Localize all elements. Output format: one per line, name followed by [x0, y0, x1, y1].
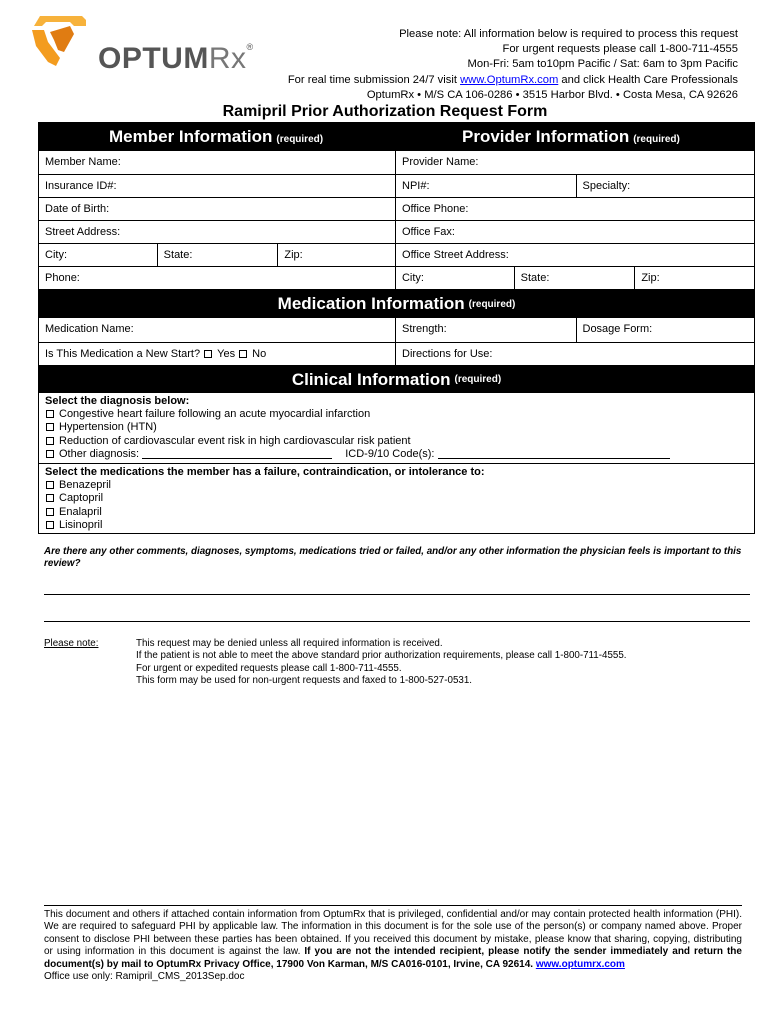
- other-diagnosis-input[interactable]: [142, 449, 332, 459]
- form-row: [39, 244, 754, 267]
- form-row: [39, 318, 754, 343]
- directions-for-use-field[interactable]: Directions for Use:: [402, 348, 493, 360]
- date-of-birth-field[interactable]: Date of Birth:: [39, 198, 396, 220]
- medication-checkbox[interactable]: [46, 494, 54, 502]
- office-fax-field[interactable]: Office Fax:: [402, 226, 455, 238]
- medication-checkbox[interactable]: [46, 508, 54, 516]
- medication-name-field[interactable]: Medication Name:: [39, 318, 396, 342]
- new-start-question: Is This Medication a New Start? Yes No: [39, 343, 396, 365]
- form-row: [39, 221, 754, 244]
- member-zip-field[interactable]: Zip:: [278, 244, 396, 266]
- member-information-heading: Member Information (required): [109, 127, 324, 146]
- medication-option: Enalapril: [45, 506, 748, 519]
- form-row: [39, 151, 754, 175]
- office-state-field[interactable]: State:: [515, 267, 636, 289]
- optumrx-footer-link[interactable]: www.optumrx.com: [535, 958, 625, 970]
- new-start-no-checkbox[interactable]: [239, 350, 247, 358]
- strength-field[interactable]: Strength:: [396, 318, 577, 342]
- form-row: [39, 343, 754, 366]
- diagnosis-option: Other diagnosis: ICD-9/10 Code(s):: [45, 448, 748, 461]
- other-diagnosis-checkbox[interactable]: [46, 450, 54, 458]
- dosage-form-field[interactable]: Dosage Form:: [582, 323, 653, 335]
- optumrx-website-link[interactable]: www.OptumRx.com: [460, 73, 559, 86]
- medication-option: Lisinopril: [45, 519, 748, 532]
- diagnosis-checkbox[interactable]: [46, 423, 54, 431]
- npi-field[interactable]: NPI#:: [396, 175, 577, 197]
- office-street-address-field[interactable]: Office Street Address:: [402, 249, 509, 261]
- office-phone-field[interactable]: Office Phone:: [402, 203, 469, 215]
- form-row: [39, 175, 754, 198]
- medication-checkbox[interactable]: [46, 481, 54, 489]
- provider-information-heading: Provider Information (required): [462, 127, 680, 146]
- diagnosis-option: Reduction of cardiovascular event risk in high cardiovascular risk patient: [45, 435, 748, 448]
- medication-option: Captopril: [45, 492, 748, 505]
- member-name-field[interactable]: Member Name:: [39, 151, 396, 174]
- member-phone-field[interactable]: Phone:: [39, 267, 396, 289]
- member-state-field[interactable]: State:: [158, 244, 279, 266]
- comments-question: Are there any other comments, diagnoses, symptoms, medications tried or failed, and/or any other information the physician feels is important to this review?: [44, 546, 742, 569]
- medications-box: Select the medications the member has a failure, contraindication, or intolerance to: Benazepril Captopril Enalapril Lisinopril: [39, 464, 754, 534]
- confidentiality-footer: This document and others if attached contain information from OptumRx that is privileged, confidential and/or may contain protected health information (PHI). We are required to safeguard PHI by applicable law. The information in this document is for the sole use of the person(s) or company named above. Proper consent to disclose PHI between these parties has been obtained. If you received this document by mistake, please know that sharing, copying, distributing or using information in this document is against the law. If you are not the intended recipient, please notify the sender immediately and return the document(s) by mail to OptumRx Privacy Office, 17900 Von Karman, M/S CA016-0101, Irvine, CA 92614. www.optumrx.com Office use only: Ramipril_CMS_2013Sep.doc: [44, 905, 742, 983]
- diagnosis-option: Hypertension (HTN): [45, 421, 748, 434]
- icd-code-input[interactable]: [438, 449, 670, 459]
- form-title: Ramipril Prior Authorization Request Form: [222, 103, 548, 120]
- medication-option: Benazepril: [45, 479, 748, 492]
- diagnosis-checkbox[interactable]: [46, 437, 54, 445]
- provider-name-field[interactable]: Provider Name:: [402, 156, 479, 168]
- form-row: [39, 198, 754, 221]
- diagnosis-box: Select the diagnosis below: Congestive heart failure following an acute myocardial infarction Hypertension (HTN) Reduction of cardiovascular event risk in high cardiovascular risk patient Other diagnosis: ICD-9/10 Code(s):: [39, 393, 754, 464]
- new-start-yes-checkbox[interactable]: [204, 350, 212, 358]
- logo-wordmark: OPTUMRx®: [98, 42, 254, 75]
- comments-line[interactable]: [44, 594, 750, 595]
- street-address-field[interactable]: Street Address:: [39, 221, 396, 243]
- optum-logo-mark-icon: [30, 12, 90, 72]
- office-use-note: Office use only: Ramipril_CMS_2013Sep.doc: [44, 971, 245, 983]
- form-row: [39, 267, 754, 290]
- diagnosis-checkbox[interactable]: [46, 410, 54, 418]
- member-city-field[interactable]: City:: [39, 244, 158, 266]
- please-note-label: Please note:: [44, 638, 99, 649]
- specialty-field[interactable]: Specialty:: [582, 180, 631, 192]
- medication-checkbox[interactable]: [46, 521, 54, 529]
- member-provider-section: [38, 122, 755, 534]
- member-provider-header-bar: [39, 123, 754, 151]
- office-zip-field[interactable]: Zip:: [641, 272, 660, 284]
- diagnosis-option: Congestive heart failure following an acute myocardial infarction: [45, 408, 748, 421]
- medication-information-heading: Medication Information (required): [39, 290, 754, 318]
- clinical-information-heading: Clinical Information (required): [39, 366, 754, 393]
- optumrx-logo: [30, 12, 254, 75]
- insurance-id-field[interactable]: Insurance ID#:: [39, 175, 396, 197]
- header-note: Please note: All information below is required to process this request For urgent requests please call 1-800-711-4555 Mon-Fri: 5am to10pm Pacific / Sat: 6am to 3pm Pacific For real time submission 24/7 visit www.OptumRx.com and click Health Care Professionals OptumRx • M/S CA 106-0286 • 3515 Harbor Blvd. • Costa Mesa, CA 92626: [287, 28, 738, 101]
- comments-line[interactable]: [44, 621, 750, 622]
- office-city-field[interactable]: City:: [396, 267, 515, 289]
- please-note-text: This request may be denied unless all required information is received. If the patient is not able to meet the above standard prior authorization requirements, please call 1-800-711-4555. For urgent or expedited requests please call 1-800-711-4555. This form may be used for non-urgent requests and faxed to 1-800-527-0531.: [136, 638, 627, 687]
